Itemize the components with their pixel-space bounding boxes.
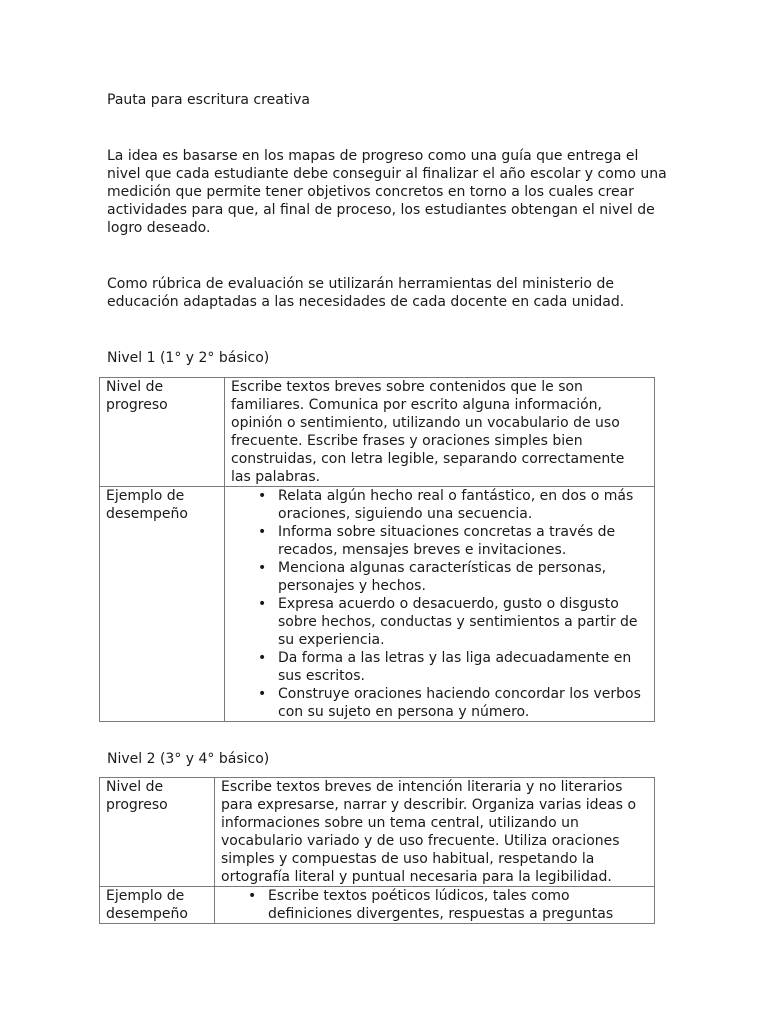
intro-paragraph: La idea es basarse en los mapas de progreso como una guía que entrega el nivel que cada estudiante debe conseguir al finalizar el año escolar y como una medición que permite tener objetivos concretos en torno a los cuales crear actividades para que, al final de proceso, los estudiantes obtengan el nivel de logro deseado. bbox=[107, 148, 667, 236]
list-item: • Escribe textos poéticos lúdicos, tales como definiciones divergentes, respuestas a preguntas bbox=[268, 887, 648, 922]
level-1-heading: Nivel 1 (1° y 2° básico) bbox=[107, 350, 270, 366]
example-list bbox=[231, 487, 648, 721]
example-label: Ejemplo de desempeño bbox=[100, 487, 225, 722]
example-clip bbox=[221, 887, 648, 922]
list-item: • Relata algún hecho real o fantástico, en dos o más oraciones, siguiendo una secuencia. bbox=[278, 487, 648, 523]
progress-description: Escribe textos breves sobre contenidos que le son familiares. Comunica por escrito alguna información, opinión o sentimiento, utilizando un vocabulario de uso frecuente. Escribe frases y oraciones simples bien construidas, con letra legible, separando correctamente las palabras. bbox=[225, 378, 655, 487]
example-list bbox=[221, 887, 648, 922]
level-1-progress-row bbox=[100, 378, 655, 487]
progress-label: Nivel de progreso bbox=[100, 378, 225, 487]
level-2-table bbox=[99, 777, 655, 924]
progress-description: Escribe textos breves de intención literaria y no literarios para expresarse, narrar y describir. Organiza varias ideas o informaciones sobre un tema central, utilizando un vocabulario variado y de uso frecuente. Utiliza oraciones simples y compuestas de uso habitual, respetando la ortografía literal y puntual necesaria para la legibilidad. bbox=[215, 778, 655, 887]
document-title: Pauta para escritura creativa bbox=[107, 92, 311, 108]
example-label: Ejemplo de desempeño bbox=[100, 887, 215, 924]
list-item: • Menciona algunas características de personas, personajes y hechos. bbox=[278, 559, 648, 595]
level-1-example-row bbox=[100, 487, 655, 722]
list-item: • Da forma a las letras y las liga adecuadamente en sus escritos. bbox=[278, 649, 648, 685]
rubric-paragraph: Como rúbrica de evaluación se utilizarán herramientas del ministerio de educación adaptadas a las necesidades de cada docente en cada unidad. bbox=[107, 276, 625, 310]
list-item: • Expresa acuerdo o desacuerdo, gusto o disgusto sobre hechos, conductas y sentimientos a partir de su experiencia. bbox=[278, 595, 648, 649]
example-cell bbox=[225, 487, 655, 722]
list-item: • Informa sobre situaciones concretas a través de recados, mensajes breves e invitaciones. bbox=[278, 523, 648, 559]
level-1-table bbox=[99, 377, 655, 722]
list-item: • Construye oraciones haciendo concordar los verbos con su sujeto en persona y número. bbox=[278, 685, 648, 721]
example-cell bbox=[215, 887, 655, 924]
progress-label: Nivel de progreso bbox=[100, 778, 215, 887]
level-2-progress-row bbox=[100, 778, 655, 887]
level-2-example-row bbox=[100, 887, 655, 924]
level-2-heading: Nivel 2 (3° y 4° básico) bbox=[107, 751, 270, 767]
